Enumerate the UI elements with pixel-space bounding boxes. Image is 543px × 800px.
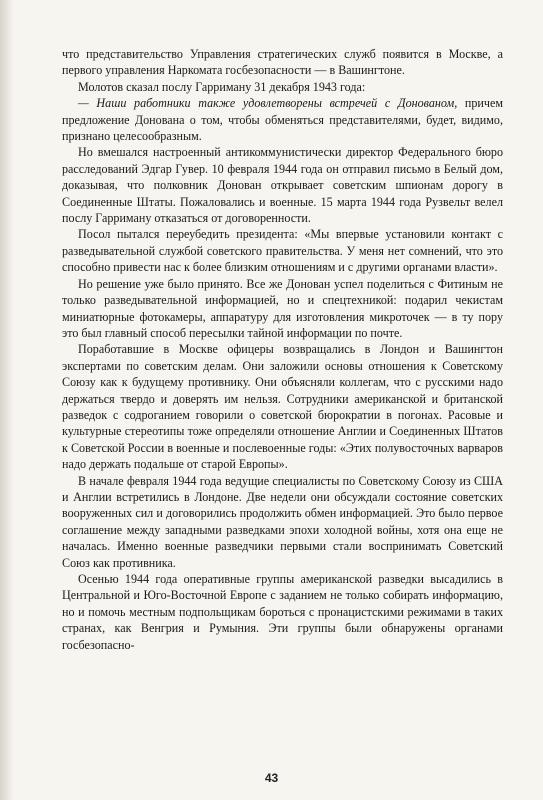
- quote-italic: — Наши работники также удовлетворены встречей с Донованом,: [78, 96, 458, 111]
- paragraph-8: В начале февраля 1944 года ведущие специалисты по Советскому Союзу из США и Англии встретились в Лондоне. Две недели они обсуждали состояние советских вооруженных сил и договорились продолжить обмен информацией. Это было первое соглашение между западными разведками эпохи холодной войны, хотя она еще не началась. Именно военные разведчики первыми стали воспринимать Советский Союз как противника.: [62, 473, 503, 570]
- paragraph-3-quote: — Наши работники также удовлетворены встречей с Донованом, причем предложение Донована о том, чтобы обменяться представителями, будет, видимо, признано целесообразным.: [62, 96, 503, 144]
- paragraph-7: Поработавшие в Москве офицеры возвращались в Лондон и Вашингтон экспертами по советским делам. Они заложили основы отношения к Советскому Союзу как к будущему противнику. Они объясняли коллегам, что с русскими надо держаться твердо и доверять им нельзя. Сотрудники американской и британской разведок с содроганием говорили о советской бюрократии в погонах. Расовые и культурные стереотипы тоже определяли отношение Англии и Соединенных Штатов к Советской России в военные и послевоенные годы: «Этих полувосточных варваров надо держать подальше от старой Европы».: [62, 342, 503, 472]
- paragraph-1: что представительство Управления стратегических служб появится в Москве, а первого управления Наркомата госбезопасности — в Вашингтоне.: [62, 47, 503, 78]
- paragraph-2: Молотов сказал послу Гарриману 31 декабря 1943 года:: [78, 79, 366, 94]
- page-number: 43: [264, 771, 279, 785]
- paragraph-5: Посол пытался переубедить президента: «Мы впервые установили контакт с разведывательной службой советского правительства. У меня нет сомнений, что это способно привести нас к более близким отношениям и с другими органами власти».: [62, 227, 503, 275]
- body-text: [62, 46, 503, 764]
- paragraph-4: Но вмешался настроенный антикоммунистически директор Федерального бюро расследований Эдгар Гувер. 10 февраля 1944 года он отправил письмо в Белый дом, доказывая, что полковник Донован открывает советским шпионам дорогу в Соединенные Штаты. Пожаловались и военные. 15 марта 1944 года Рузвельт велел послу Гарриману отказаться от договоренности.: [62, 145, 503, 226]
- paragraph-9: Осенью 1944 года оперативные группы американской разведки высадились в Центральной и Юго-Восточной Европе с заданием не только собирать информацию, но и помочь местным подпольщикам бороться с пронацистскими режимами в таких странах, как Венгрия и Румыния. Эти группы были обнаружены органами госбезопасно-: [62, 572, 503, 652]
- paragraph-6: Но решение уже было принято. Все же Донован успел поделиться с Фитиным не только разведывательной информацией, но и спецтехникой: подарил чекистам миниатюрные фотокамеры, аппаратуру для изготовления микроточек — в ту пору это был главный способ пересылки тайной информации по почте.: [62, 276, 503, 340]
